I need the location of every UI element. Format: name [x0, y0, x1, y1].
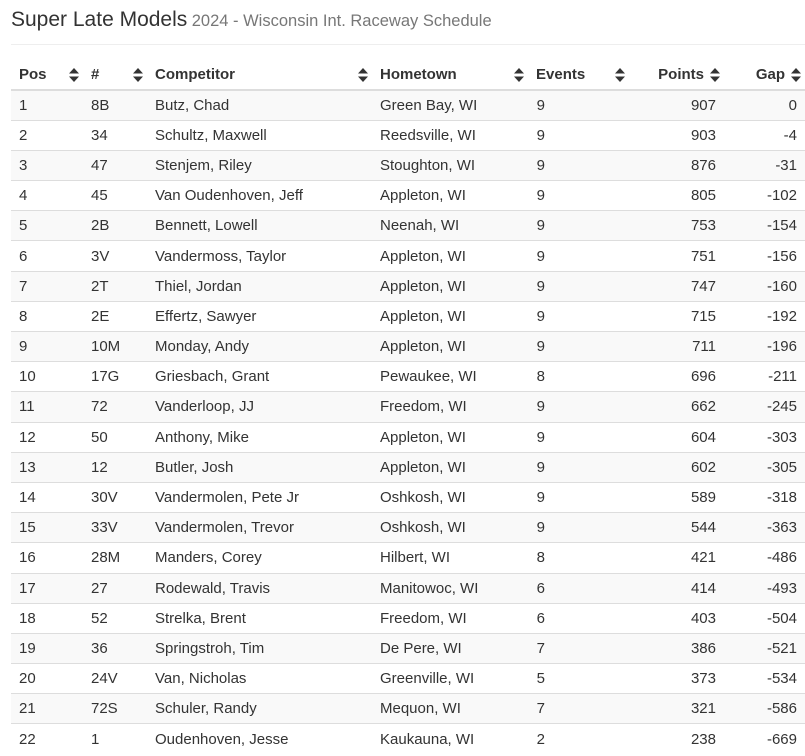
cell-gap: -211	[724, 362, 805, 392]
column-header-number[interactable]	[83, 60, 147, 90]
page-title	[11, 8, 805, 44]
cell-competitor: Vandermoss, Taylor	[147, 241, 372, 271]
sort-icon	[791, 68, 801, 82]
cell-events: 8	[528, 543, 629, 573]
cell-points: 321	[629, 694, 724, 724]
cell-car-number: 17G	[83, 362, 147, 392]
cell-car-number: 30V	[83, 482, 147, 512]
cell-competitor: Schultz, Maxwell	[147, 120, 372, 150]
cell-events: 9	[528, 241, 629, 271]
cell-gap: -4	[724, 120, 805, 150]
table-row	[11, 241, 805, 271]
standings-table	[11, 60, 805, 754]
column-header-label: Events	[536, 66, 586, 83]
cell-hometown: Appleton, WI	[372, 332, 528, 362]
cell-points: 907	[629, 90, 724, 120]
cell-hometown: Neenah, WI	[372, 211, 528, 241]
cell-hometown: Mequon, WI	[372, 694, 528, 724]
cell-hometown: Appleton, WI	[372, 422, 528, 452]
table-header	[11, 60, 805, 90]
sort-icon	[615, 68, 625, 82]
table-row	[11, 211, 805, 241]
cell-gap: -486	[724, 543, 805, 573]
cell-hometown: Stoughton, WI	[372, 150, 528, 180]
column-header-pos[interactable]	[11, 60, 83, 90]
cell-points: 903	[629, 120, 724, 150]
cell-car-number: 24V	[83, 664, 147, 694]
table-row	[11, 392, 805, 422]
cell-position: 16	[11, 543, 83, 573]
cell-hometown: Kaukauna, WI	[372, 724, 528, 754]
cell-hometown: Green Bay, WI	[372, 90, 528, 120]
cell-car-number: 72S	[83, 694, 147, 724]
cell-points: 386	[629, 633, 724, 663]
cell-competitor: Vanderloop, JJ	[147, 392, 372, 422]
table-row	[11, 362, 805, 392]
cell-gap: -196	[724, 332, 805, 362]
cell-gap: -586	[724, 694, 805, 724]
cell-car-number: 36	[83, 633, 147, 663]
cell-gap: -669	[724, 724, 805, 754]
cell-points: 747	[629, 271, 724, 301]
cell-position: 15	[11, 513, 83, 543]
cell-points: 421	[629, 543, 724, 573]
cell-car-number: 2T	[83, 271, 147, 301]
cell-points: 604	[629, 422, 724, 452]
cell-points: 414	[629, 573, 724, 603]
cell-car-number: 12	[83, 452, 147, 482]
table-row	[11, 724, 805, 754]
cell-position: 14	[11, 482, 83, 512]
column-header-label: #	[91, 66, 100, 83]
sort-icon	[133, 68, 143, 82]
cell-position: 22	[11, 724, 83, 754]
cell-points: 589	[629, 482, 724, 512]
cell-points: 403	[629, 603, 724, 633]
cell-car-number: 52	[83, 603, 147, 633]
cell-hometown: Manitowoc, WI	[372, 573, 528, 603]
cell-car-number: 28M	[83, 543, 147, 573]
cell-hometown: Greenville, WI	[372, 664, 528, 694]
cell-gap: -493	[724, 573, 805, 603]
table-row	[11, 301, 805, 331]
cell-car-number: 8B	[83, 90, 147, 120]
column-header-label: Pos	[19, 66, 47, 83]
cell-gap: -245	[724, 392, 805, 422]
column-header-label: Gap	[755, 66, 785, 83]
cell-hometown: Appleton, WI	[372, 241, 528, 271]
cell-gap: -504	[724, 603, 805, 633]
table-row	[11, 422, 805, 452]
cell-position: 21	[11, 694, 83, 724]
table-row	[11, 452, 805, 482]
table-row	[11, 664, 805, 694]
cell-points: 373	[629, 664, 724, 694]
cell-events: 2	[528, 724, 629, 754]
cell-competitor: Van Oudenhoven, Jeff	[147, 181, 372, 211]
cell-competitor: Effertz, Sawyer	[147, 301, 372, 331]
cell-points: 715	[629, 301, 724, 331]
table-row	[11, 181, 805, 211]
table-row	[11, 271, 805, 301]
cell-events: 9	[528, 301, 629, 331]
column-header-gap[interactable]	[724, 60, 805, 90]
cell-position: 13	[11, 452, 83, 482]
table-row	[11, 513, 805, 543]
cell-points: 805	[629, 181, 724, 211]
sort-icon	[358, 68, 368, 82]
column-header-hometown[interactable]	[372, 60, 528, 90]
cell-events: 9	[528, 181, 629, 211]
column-header-label: Hometown	[380, 66, 457, 83]
cell-gap: -303	[724, 422, 805, 452]
cell-competitor: Monday, Andy	[147, 332, 372, 362]
table-header-row	[11, 60, 805, 90]
cell-points: 753	[629, 211, 724, 241]
cell-events: 9	[528, 271, 629, 301]
cell-position: 18	[11, 603, 83, 633]
cell-position: 3	[11, 150, 83, 180]
cell-events: 9	[528, 452, 629, 482]
sort-icon	[514, 68, 524, 82]
cell-car-number: 34	[83, 120, 147, 150]
cell-competitor: Strelka, Brent	[147, 603, 372, 633]
cell-points: 751	[629, 241, 724, 271]
cell-competitor: Vandermolen, Trevor	[147, 513, 372, 543]
cell-competitor: Butz, Chad	[147, 90, 372, 120]
cell-hometown: Oshkosh, WI	[372, 513, 528, 543]
cell-car-number: 10M	[83, 332, 147, 362]
cell-position: 8	[11, 301, 83, 331]
cell-hometown: Appleton, WI	[372, 301, 528, 331]
cell-hometown: Oshkosh, WI	[372, 482, 528, 512]
cell-car-number: 2E	[83, 301, 147, 331]
cell-gap: -160	[724, 271, 805, 301]
table-row	[11, 150, 805, 180]
cell-position: 9	[11, 332, 83, 362]
cell-car-number: 33V	[83, 513, 147, 543]
cell-gap: -305	[724, 452, 805, 482]
cell-gap: -192	[724, 301, 805, 331]
table-row	[11, 694, 805, 724]
cell-points: 711	[629, 332, 724, 362]
table-row	[11, 603, 805, 633]
cell-hometown: De Pere, WI	[372, 633, 528, 663]
cell-events: 6	[528, 603, 629, 633]
cell-events: 7	[528, 694, 629, 724]
cell-events: 9	[528, 150, 629, 180]
cell-gap: -31	[724, 150, 805, 180]
cell-hometown: Appleton, WI	[372, 452, 528, 482]
sort-icon	[69, 68, 79, 82]
cell-gap: -534	[724, 664, 805, 694]
cell-events: 8	[528, 362, 629, 392]
cell-car-number: 45	[83, 181, 147, 211]
cell-competitor: Springstroh, Tim	[147, 633, 372, 663]
cell-hometown: Appleton, WI	[372, 271, 528, 301]
cell-competitor: Schuler, Randy	[147, 694, 372, 724]
cell-position: 5	[11, 211, 83, 241]
cell-car-number: 1	[83, 724, 147, 754]
cell-gap: -318	[724, 482, 805, 512]
cell-gap: -154	[724, 211, 805, 241]
cell-position: 4	[11, 181, 83, 211]
cell-hometown: Freedom, WI	[372, 603, 528, 633]
cell-car-number: 27	[83, 573, 147, 603]
cell-points: 876	[629, 150, 724, 180]
cell-competitor: Oudenhoven, Jesse	[147, 724, 372, 754]
cell-points: 544	[629, 513, 724, 543]
cell-events: 7	[528, 633, 629, 663]
cell-events: 9	[528, 120, 629, 150]
cell-events: 9	[528, 211, 629, 241]
cell-position: 19	[11, 633, 83, 663]
table-row	[11, 332, 805, 362]
cell-gap: -363	[724, 513, 805, 543]
cell-competitor: Thiel, Jordan	[147, 271, 372, 301]
sort-icon	[710, 68, 720, 82]
cell-car-number: 3V	[83, 241, 147, 271]
table-row	[11, 90, 805, 120]
cell-gap: -102	[724, 181, 805, 211]
cell-points: 662	[629, 392, 724, 422]
cell-position: 2	[11, 120, 83, 150]
cell-position: 1	[11, 90, 83, 120]
cell-car-number: 47	[83, 150, 147, 180]
cell-car-number: 72	[83, 392, 147, 422]
cell-competitor: Anthony, Mike	[147, 422, 372, 452]
cell-events: 9	[528, 513, 629, 543]
cell-events: 9	[528, 90, 629, 120]
column-header-label: Points	[658, 66, 704, 83]
cell-position: 17	[11, 573, 83, 603]
heading-divider	[11, 44, 805, 45]
table-row	[11, 120, 805, 150]
table-row	[11, 573, 805, 603]
column-header-events[interactable]	[528, 60, 629, 90]
column-header-points[interactable]	[629, 60, 724, 90]
table-row	[11, 482, 805, 512]
cell-hometown: Appleton, WI	[372, 181, 528, 211]
cell-car-number: 50	[83, 422, 147, 452]
cell-hometown: Reedsville, WI	[372, 120, 528, 150]
cell-position: 12	[11, 422, 83, 452]
cell-hometown: Freedom, WI	[372, 392, 528, 422]
column-header-competitor[interactable]	[147, 60, 372, 90]
cell-events: 9	[528, 422, 629, 452]
cell-hometown: Hilbert, WI	[372, 543, 528, 573]
cell-points: 238	[629, 724, 724, 754]
cell-competitor: Bennett, Lowell	[147, 211, 372, 241]
cell-position: 6	[11, 241, 83, 271]
cell-events: 5	[528, 664, 629, 694]
cell-position: 10	[11, 362, 83, 392]
page-title-subtitle: 2024 - Wisconsin Int. Raceway Schedule	[191, 12, 492, 30]
table-row	[11, 543, 805, 573]
cell-events: 6	[528, 573, 629, 603]
cell-position: 11	[11, 392, 83, 422]
cell-events: 9	[528, 482, 629, 512]
cell-position: 7	[11, 271, 83, 301]
table-body	[11, 90, 805, 754]
cell-hometown: Pewaukee, WI	[372, 362, 528, 392]
cell-events: 9	[528, 392, 629, 422]
cell-points: 696	[629, 362, 724, 392]
table-row	[11, 633, 805, 663]
cell-competitor: Butler, Josh	[147, 452, 372, 482]
cell-competitor: Griesbach, Grant	[147, 362, 372, 392]
cell-position: 20	[11, 664, 83, 694]
cell-gap: -521	[724, 633, 805, 663]
cell-competitor: Rodewald, Travis	[147, 573, 372, 603]
cell-gap: 0	[724, 90, 805, 120]
page-title-main: Super Late Models	[11, 8, 188, 31]
cell-competitor: Vandermolen, Pete Jr	[147, 482, 372, 512]
cell-competitor: Stenjem, Riley	[147, 150, 372, 180]
cell-points: 602	[629, 452, 724, 482]
column-header-label: Competitor	[155, 66, 235, 83]
cell-events: 9	[528, 332, 629, 362]
cell-competitor: Van, Nicholas	[147, 664, 372, 694]
cell-gap: -156	[724, 241, 805, 271]
cell-competitor: Manders, Corey	[147, 543, 372, 573]
cell-car-number: 2B	[83, 211, 147, 241]
